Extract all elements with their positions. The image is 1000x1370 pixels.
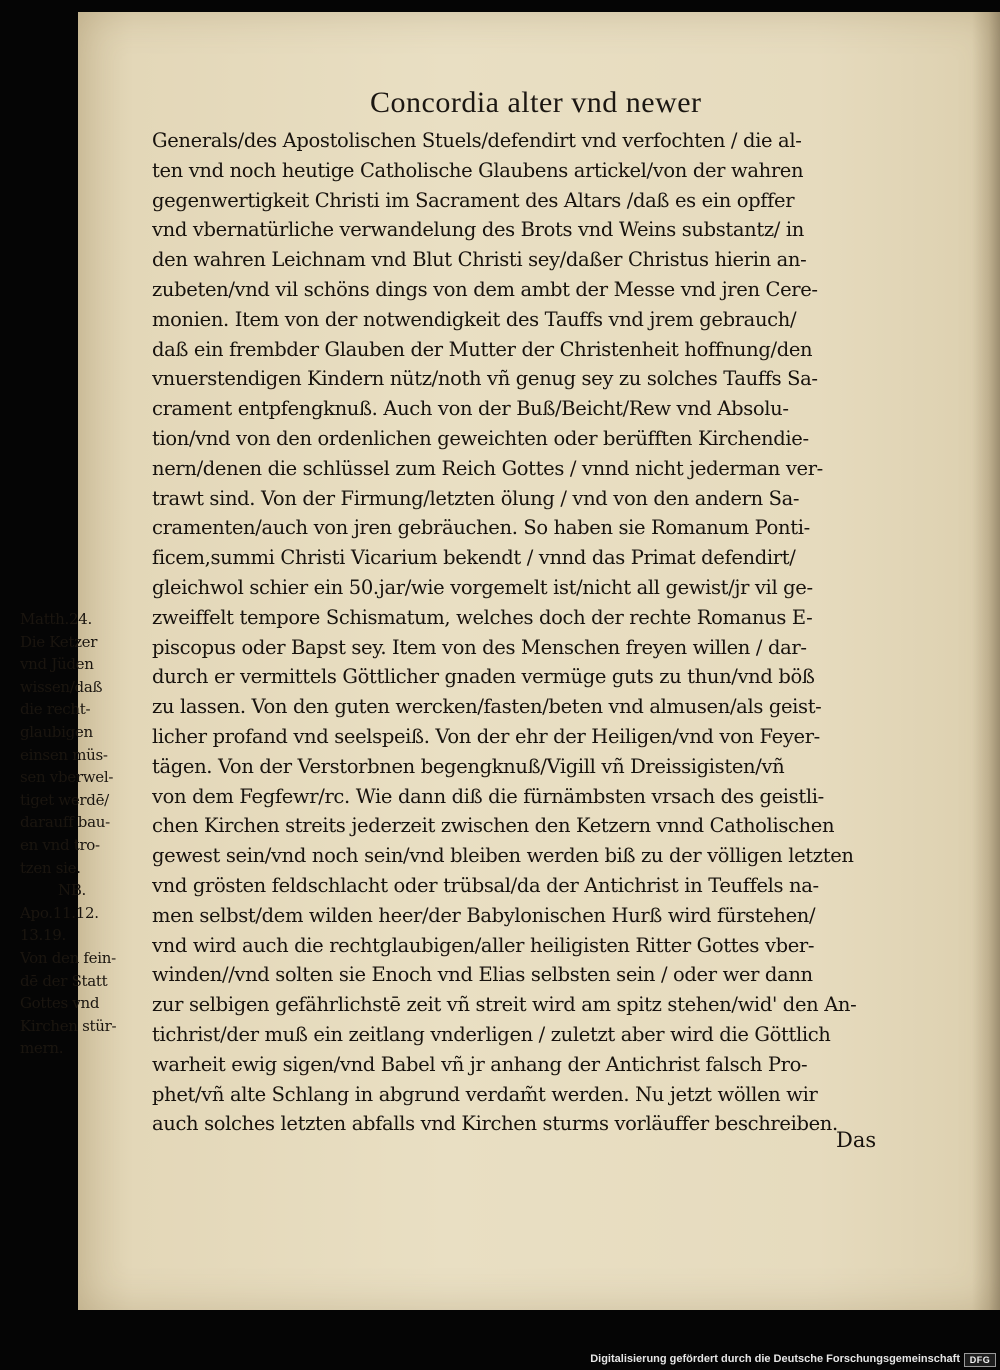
text-line: den wahren Leichnam vnd Blut Christi sey/daßer Christus hierin an-	[152, 248, 807, 272]
text-line: von dem Fegfewr/rc. Wie dann diß die fürnämbsten vrsach des geistli-	[152, 784, 824, 808]
main-text-block	[152, 126, 908, 1139]
text-line: vnuerstendigen Kindern nütz/noth vñ genug sey zu solches Tauffs Sa-	[152, 367, 818, 391]
text-line: vnd wird auch die rechtglaubigen/aller heiligisten Ritter Gottes vber-	[152, 933, 815, 957]
margin-note-line: Apo.11.12.	[20, 903, 99, 922]
margin-note-nb: NB.	[58, 881, 87, 900]
text-line: zur selbigen gefährlichstē zeit vñ streit wird am spitz stehen/wid' den An-	[152, 993, 857, 1017]
text-line: zweiffelt tempore Schismatum, welches doch der rechte Romanus E-	[152, 605, 813, 629]
margin-note-line: Matth.24.	[20, 610, 92, 628]
marginal-notes	[20, 608, 150, 1060]
running-head: Concordia alter vnd newer	[370, 86, 702, 119]
text-line: winden//vnd solten sie Enoch vnd Elias selbsten sein / oder wer dann	[152, 963, 813, 987]
dfg-logo-icon: DFG	[964, 1353, 996, 1367]
text-line: zu lassen. Von den guten wercken/fasten/beten vnd almusen/als geist-	[152, 695, 822, 719]
text-line: tichrist/der muß ein zeitlang vnderligen / zuletzt aber wird die Göttlich	[152, 1022, 831, 1046]
text-line: warheit ewig sigen/vnd Babel vñ jr anhang der Antichrist falsch Pro-	[152, 1052, 808, 1076]
catchword: Das	[836, 1128, 877, 1152]
text-line: durch er vermittels Göttlicher gnaden vermüge guts zu thun/vnd böß	[152, 665, 815, 689]
text-line: chen Kirchen streits jederzeit zwischen den Ketzern vnnd Catholischen	[152, 814, 835, 838]
margin-note-line: mern.	[20, 1039, 64, 1058]
text-line: nern/denen die schlüssel zum Reich Gottes / vnnd nicht jederman ver-	[152, 456, 823, 480]
margin-note-line: Die Ketzer	[20, 632, 98, 651]
text-line: monien. Item von der notwendigkeit des Tauffs vnd jrem gebrauch/	[152, 307, 797, 331]
text-line: Generals/des Apostolischen Stuels/defendirt vnd verfochten / die al-	[152, 129, 802, 152]
margin-note-line: tiget werdē/	[20, 790, 109, 809]
margin-note-line: glaubigen	[20, 722, 93, 741]
text-line: zubeten/vnd vil schöns dings von dem ambt der Messe vnd jren Cere-	[152, 277, 818, 301]
margin-note-line: wissen/daß	[20, 677, 103, 696]
margin-note-line: en vnd tro-	[20, 835, 100, 854]
margin-note-line: die recht-	[20, 700, 91, 719]
margin-note-line: einsen müs-	[20, 745, 108, 764]
text-line: phet/vñ alte Schlang in abgrund verdam̃t werden. Nu jetzt wöllen wir	[152, 1082, 818, 1106]
text-line: cramenten/auch von jren gebräuchen. So haben sie Romanum Ponti-	[152, 516, 810, 540]
margin-note-line: 13.19.	[20, 926, 66, 945]
text-line: vnd vbernatürliche verwandelung des Brots vnd Weins substantz/ in	[152, 218, 804, 242]
margin-note-line: Von den fein-	[20, 948, 116, 967]
margin-note-line: Gottes vnd	[20, 994, 100, 1013]
funding-footer	[0, 1352, 1000, 1370]
margin-note-line: dē der Statt	[20, 971, 108, 990]
margin-note-line: vnd Jüden	[20, 655, 94, 674]
text-line: tion/vnd von den ordenlichen geweichten oder berüfften Kirchendie-	[152, 426, 809, 450]
text-line: tägen. Von der Verstorbnen begengknuß/Vigill vñ Dreissigisten/vñ	[152, 754, 785, 778]
text-line: licher profand vnd seelspeiß. Von der ehr der Heiligen/vnd von Feyer-	[152, 724, 820, 748]
margin-note-line: Kirchen stür-	[20, 1016, 117, 1035]
text-line: gegenwertigkeit Christi im Sacrament des Altars /daß es ein opffer	[152, 188, 795, 212]
margin-note-line: tzen sie.	[20, 858, 81, 877]
text-line: men selbst/dem wilden heer/der Babylonischen Hurß wird fürstehen/	[152, 903, 816, 927]
text-line: gewest sein/vnd noch sein/vnd bleiben werden biß zu der völligen letzten	[152, 844, 854, 868]
text-line: crament entpfengknuß. Auch von der Buß/Beicht/Rew vnd Absolu-	[152, 397, 789, 421]
text-line: trawt sind. Von der Firmung/letzten ölung / vnd von den andern Sa-	[152, 486, 800, 510]
text-line: gleichwol schier ein 50.jar/wie vorgemelt ist/nicht all gewist/jr vil ge-	[152, 575, 813, 599]
text-line: auch solches letzten abfalls vnd Kirchen sturms vorläuffer beschreiben.	[152, 1112, 838, 1136]
margin-note-line: sen vberwel-	[20, 768, 114, 787]
text-line: piscopus oder Bapst sey. Item von des Menschen freyen willen / dar-	[152, 635, 807, 659]
margin-note-line: darauff bau-	[20, 813, 110, 832]
funding-text: Digitalisierung gefördert durch die Deutsche Forschungsgemeinschaft	[590, 1353, 960, 1365]
text-line: ficem,summi Christi Vicarium bekendt / vnnd das Primat defendirt/	[152, 546, 796, 570]
text-line: ten vnd noch heutige Catholische Glaubens artickel/von der wahren	[152, 158, 804, 182]
text-line: vnd grösten feldschlacht oder trübsal/da der Antichrist in Teuffels na-	[152, 873, 819, 897]
text-line: daß ein frembder Glauben der Mutter der Christenheit hoffnung/den	[152, 337, 813, 361]
